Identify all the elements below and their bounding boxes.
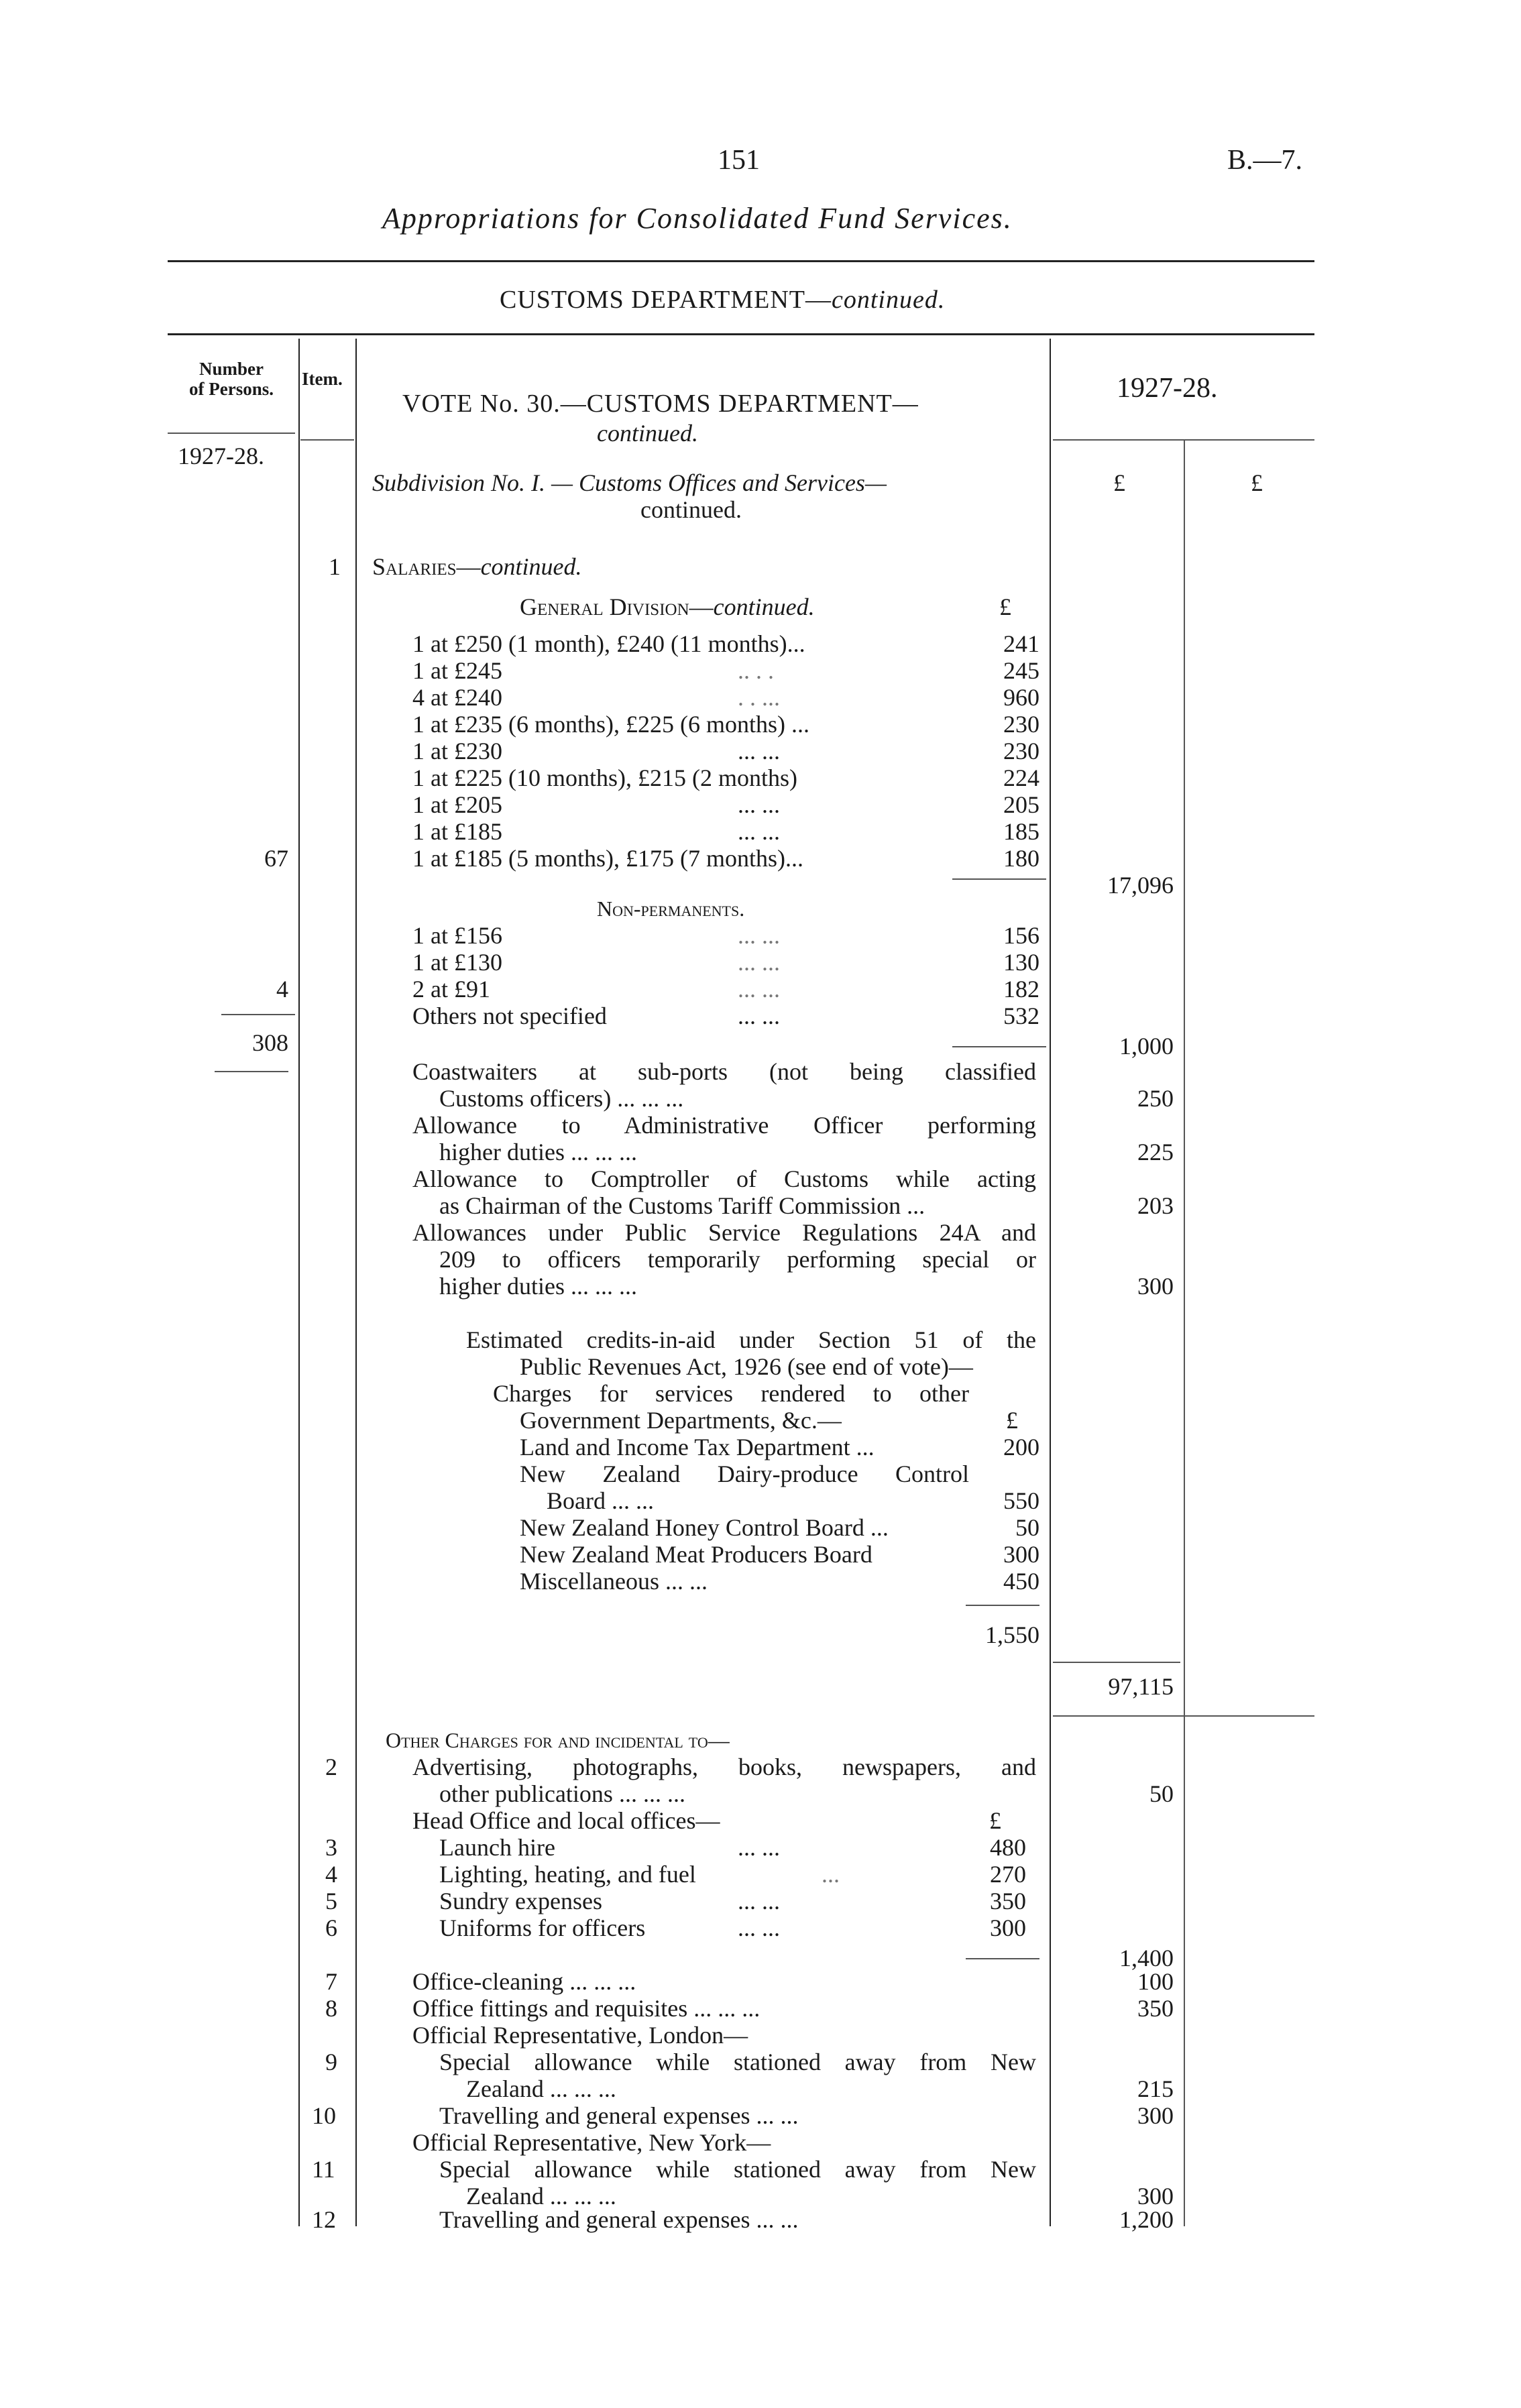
salary-row-text: 1 at £225 (10 months), £215 (2 months) [412, 764, 797, 791]
salary-row-amount: 245 [1003, 657, 1039, 684]
salary-row-amount: 180 [1003, 845, 1039, 872]
salaries-heading [372, 553, 582, 580]
salary-row-amount: 185 [1003, 818, 1039, 845]
item-header-rule [300, 439, 354, 441]
head-office-row-amount: 270 [990, 1861, 1026, 1888]
head-office-row-amount: 350 [990, 1888, 1026, 1914]
np-row-dots: ... ... [738, 922, 780, 949]
head-office-row-amount: 300 [990, 1914, 1026, 1941]
head-office-subtotal-rule [966, 1958, 1039, 1959]
other-charges-item: 2 [325, 1754, 337, 1780]
department-heading [500, 285, 945, 314]
department-continued: continued. [831, 286, 946, 314]
np-row-amount: 156 [1003, 922, 1039, 949]
credit-row-amount: 300 [1003, 1541, 1039, 1568]
head-office-pound: £ [989, 1807, 1001, 1834]
salary-row-dots: . . ... [738, 684, 780, 711]
new-york-heading: Official Representative, New York— [412, 2129, 771, 2156]
general-division-cont: continued. [713, 593, 815, 620]
new-york-travel-text: Travelling and general expenses ... ... [439, 2206, 799, 2233]
salary-row-dots: ... ... [738, 791, 780, 818]
credits-line1: Estimated credits-in-aid under Section 51 of the [466, 1326, 1036, 1353]
np-row-amount: 532 [1003, 1002, 1039, 1029]
amount-divider [1050, 339, 1051, 2226]
head-office-heading: Head Office and local offices— [412, 1807, 720, 1834]
salary-row-amount: 230 [1003, 738, 1039, 764]
item-column-header: Item. [302, 369, 343, 389]
grand-total-bottom-rule [1053, 1715, 1314, 1717]
salary-row-text: 4 at £240 [412, 684, 502, 711]
head-office-row-text: Uniforms for officers [439, 1914, 646, 1941]
credits-pound: £ [1006, 1407, 1018, 1434]
allowance-admin-line2: higher duties ... ... ... [439, 1139, 637, 1165]
salaries-grand-total: 97,115 [1108, 1673, 1174, 1700]
salaries-item-number: 1 [329, 553, 341, 580]
credits-line4: Government Departments, &c.— [520, 1407, 842, 1434]
salary-row-text: 1 at £250 (1 month), £240 (11 months)... [412, 630, 805, 657]
general-division-text: General Division— [520, 593, 714, 620]
np-row-dots: ... ... [738, 949, 780, 976]
london-travel-text: Travelling and general expenses ... ... [439, 2102, 799, 2129]
np-row-text: 1 at £156 [412, 922, 502, 949]
head-office-item: 4 [325, 1861, 337, 1888]
salary-row-text: 1 at £205 [412, 791, 502, 818]
salary-row-text: 1 at £185 [412, 818, 502, 845]
persons-header-line2: of Persons. [189, 379, 274, 399]
allowance-comptroller-line1: Allowance to Comptroller of Customs while acting [412, 1165, 1036, 1192]
london-special-amount: 215 [1137, 2075, 1174, 2102]
persons-divider [298, 339, 300, 2226]
np-subtotal-rule [952, 1046, 1046, 1047]
credit-row-amount: 50 [1015, 1514, 1039, 1541]
salary-row-amount: 960 [1003, 684, 1039, 711]
grand-total-top-rule [1053, 1662, 1180, 1663]
credit-row-amount: 550 [1003, 1487, 1039, 1514]
head-office-item: 6 [325, 1914, 337, 1941]
np-row-dots: ... ... [738, 1002, 780, 1029]
vote-title: VOTE No. 30.—CUSTOMS DEPARTMENT— [402, 390, 919, 418]
credit-row-text: Land and Income Tax Department ... [520, 1434, 875, 1460]
np-row-amount: 130 [1003, 949, 1039, 976]
allowance-comptroller-amount: 203 [1137, 1192, 1174, 1219]
year-divider [1184, 439, 1185, 2226]
credit-row-text: New Zealand Dairy-produce Control [520, 1460, 969, 1487]
persons-general-division: 67 [264, 845, 288, 872]
page-title: Appropriations for Consolidated Fund Services. [382, 202, 1013, 235]
fittings-item: 8 [325, 1995, 337, 2022]
other-charges-heading: Other Charges for and incidental to— [386, 1728, 730, 1752]
head-office-row-text: Sundry expenses [439, 1888, 602, 1914]
allowance-regs-line1: Allowances under Public Service Regulations 24A and [412, 1219, 1036, 1246]
london-special-line1: Special allowance while stationed away from New [439, 2049, 1036, 2075]
head-office-row-dots: ... ... [738, 1834, 780, 1861]
persons-non-permanents: 4 [276, 976, 288, 1002]
credit-row-amount: 200 [1003, 1434, 1039, 1460]
coastwaiters-line1: Coastwaiters at sub-ports (not being classified [412, 1058, 1036, 1085]
subdivision-line1: Subdivision No. I. — Customs Offices and Services— [372, 469, 887, 496]
title-rule [168, 260, 1314, 262]
np-row-amount: 182 [1003, 976, 1039, 1002]
persons-total-rule [215, 1071, 288, 1072]
subdivision-line2: continued. [640, 496, 742, 523]
cleaning-amount: 100 [1137, 1968, 1174, 1995]
london-special-item: 9 [325, 2049, 337, 2075]
credit-row-amount: 450 [1003, 1568, 1039, 1595]
page-number: 151 [718, 145, 760, 176]
document-code: B.—7. [1227, 145, 1303, 176]
persons-total: 308 [252, 1029, 288, 1056]
head-office-row-text: Launch hire [439, 1834, 555, 1861]
london-travel-amount: 300 [1137, 2102, 1174, 2129]
allowance-regs-line3: higher duties ... ... ... [439, 1273, 637, 1300]
salary-row-amount: 241 [1003, 630, 1039, 657]
general-division-pound: £ [999, 593, 1011, 620]
head-office-row-amount: 480 [990, 1834, 1026, 1861]
salary-row-text: 1 at £235 (6 months), £225 (6 months) ... [412, 711, 809, 738]
credit-row-text: New Zealand Honey Control Board ... [520, 1514, 889, 1541]
np-row-text: 1 at £130 [412, 949, 502, 976]
vote-title-continued: continued. [597, 420, 698, 447]
salary-row-amount: 205 [1003, 791, 1039, 818]
allowance-regs-amount: 300 [1137, 1273, 1174, 1300]
item-divider [355, 339, 357, 2226]
credits-total: 1,550 [985, 1621, 1039, 1648]
head-office-item: 5 [325, 1888, 337, 1914]
new-york-travel-item: 12 [312, 2206, 336, 2233]
head-office-item: 3 [325, 1834, 337, 1861]
salary-row-amount: 224 [1003, 764, 1039, 791]
salary-row-amount: 230 [1003, 711, 1039, 738]
persons-subtotal-rule [221, 1014, 295, 1015]
salaries-heading-cont: continued. [480, 553, 582, 580]
credits-line2: Public Revenues Act, 1926 (see end of vote)— [520, 1353, 973, 1380]
london-heading: Official Representative, London— [412, 2022, 748, 2049]
salary-row-dots: .. . . [738, 657, 774, 684]
general-subtotal-rule [952, 878, 1046, 880]
coastwaiters-line2: Customs officers) ... ... ... [439, 1085, 684, 1112]
allowance-comptroller-line2: as Chairman of the Customs Tariff Commission ... [439, 1192, 925, 1219]
department-name: CUSTOMS DEPARTMENT— [500, 286, 832, 314]
cleaning-item: 7 [325, 1968, 337, 1995]
new-york-special-item: 11 [312, 2156, 335, 2183]
allowance-regs-line2: 209 to officers temporarily performing special or [439, 1246, 1036, 1273]
salary-row-dots: ... ... [738, 818, 780, 845]
table-top-rule [168, 333, 1314, 335]
np-row-text: Others not specified [412, 1002, 607, 1029]
london-travel-item: 10 [312, 2102, 336, 2129]
general-division-total: 17,096 [1107, 872, 1174, 899]
persons-header-line1: Number [199, 359, 264, 379]
credit-row-text: Miscellaneous ... ... [520, 1568, 708, 1595]
salary-row-text: 1 at £230 [412, 738, 502, 764]
general-division-heading [520, 593, 815, 620]
salary-row-dots: ... ... [738, 738, 780, 764]
np-row-text: 2 at £91 [412, 976, 490, 1002]
pound-sign-col1: £ [1113, 469, 1125, 496]
cleaning-text: Office-cleaning ... ... ... [412, 1968, 636, 1995]
persons-year-label: 1927-28. [178, 443, 264, 469]
allowance-admin-amount: 225 [1137, 1139, 1174, 1165]
advertising-amount: 50 [1149, 1780, 1174, 1807]
credits-line3: Charges for services rendered to other [493, 1380, 969, 1407]
head-office-row-dots: ... ... [738, 1888, 780, 1914]
np-row-dots: ... ... [738, 976, 780, 1002]
coastwaiters-amount: 250 [1137, 1085, 1174, 1112]
persons-header-rule [168, 433, 295, 434]
fittings-amount: 350 [1137, 1995, 1174, 2022]
non-permanents-total: 1,000 [1119, 1033, 1174, 1059]
salary-row-text: 1 at £245 [412, 657, 502, 684]
new-york-special-amount: 300 [1137, 2183, 1174, 2210]
pound-sign-col2: £ [1251, 469, 1263, 496]
non-permanents-heading: Non-permanents. [597, 897, 745, 921]
head-office-row-text: Lighting, heating, and fuel [439, 1861, 696, 1888]
advertising-line1: Advertising, photographs, books, newspapers, and [412, 1754, 1036, 1780]
allowance-admin-line1: Allowance to Administrative Officer performing [412, 1112, 1036, 1139]
year-column-header: 1927-28. [1117, 373, 1218, 404]
new-york-travel-amount: 1,200 [1119, 2206, 1174, 2233]
fittings-text: Office fittings and requisites ... ... ... [412, 1995, 760, 2022]
head-office-row-dots: ... [822, 1861, 840, 1888]
new-york-special-line2: Zealand ... ... ... [466, 2183, 616, 2210]
london-special-line2: Zealand ... ... ... [466, 2075, 616, 2102]
head-office-row-dots: ... ... [738, 1914, 780, 1941]
salary-row-text: 1 at £185 (5 months), £175 (7 months)... [412, 845, 803, 872]
persons-column-header [171, 359, 292, 399]
credits-subtotal-rule [966, 1605, 1039, 1606]
advertising-line2: other publications ... ... ... [439, 1780, 685, 1807]
new-york-special-line1: Special allowance while stationed away from New [439, 2156, 1036, 2183]
credit-row-text: New Zealand Meat Producers Board [520, 1541, 872, 1568]
credit-row-text: Board ... ... [547, 1487, 654, 1514]
head-office-total: 1,400 [1119, 1945, 1174, 1971]
salaries-heading-text: Salaries— [372, 553, 481, 580]
